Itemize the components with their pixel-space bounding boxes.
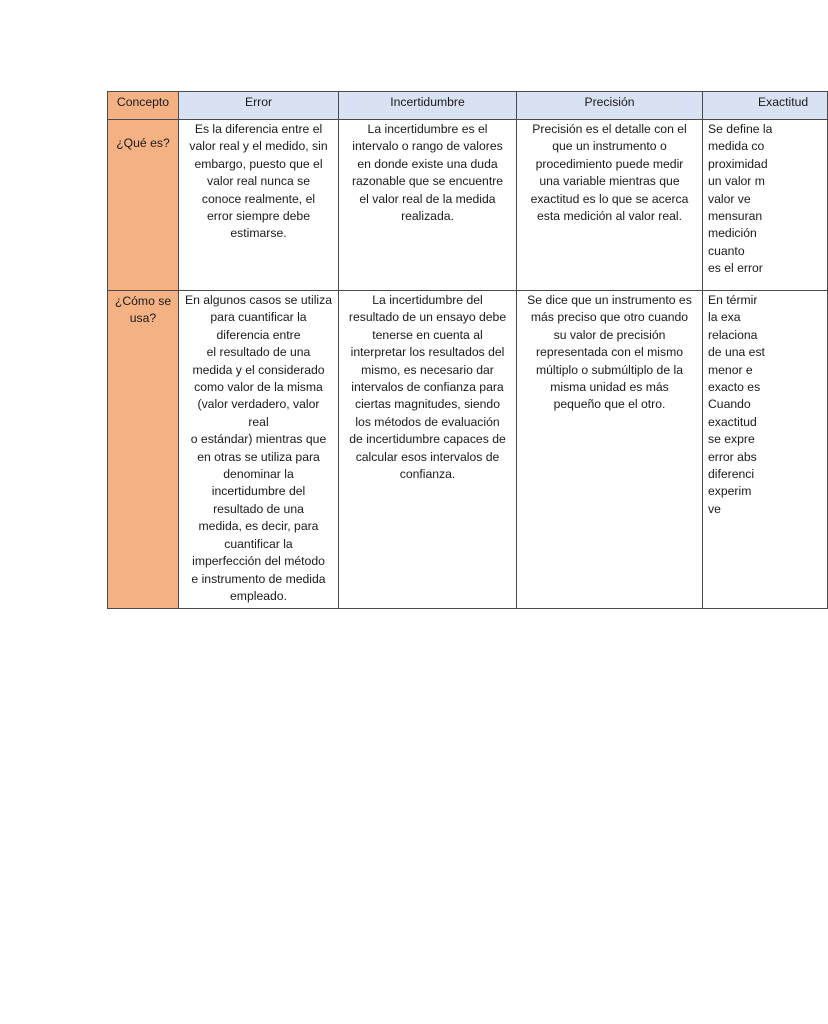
comparison-table — [107, 91, 828, 609]
cell-error-que-es: Es la diferencia entre el valor real y el medido, sin embargo, puesto que el valor real nunca se conoce realmente, el error siempre debe estimarse. — [179, 120, 339, 291]
comparison-table-wrapper — [107, 91, 828, 609]
cell-precision-como-se-usa: Se dice que un instrumento es más preciso que otro cuando su valor de precisión representada con el mismo múltiplo o submúltiplo de la misma unidad es más pequeño que el otro. — [517, 291, 703, 609]
table-row — [108, 120, 828, 291]
cell-error-como-se-usa: En algunos casos se utiliza para cuantificar la diferencia entre el resultado de una medida y el considerado como valor de la misma (valor verdadero, valor real o estándar) mientras que en otras se utiliza para denominar la incertidumbre del resultado de una medida, es decir, para cuantificar la imperfección del método e instrumento de medida empleado. — [179, 291, 339, 609]
row-label-que-es: ¿Qué es? — [108, 120, 179, 291]
header-error: Error — [179, 92, 339, 120]
cell-exactitud-como-se-usa: En térmir la exa relaciona de una est menor e exacto es Cuando exactitud se expre error abs diferenci experim ve — [703, 291, 828, 609]
header-concept: Concepto — [108, 92, 179, 120]
header-precision: Precisión — [517, 92, 703, 120]
row-label-como-se-usa: ¿Cómo se usa? — [108, 291, 179, 609]
header-incertidumbre: Incertidumbre — [339, 92, 517, 120]
cell-incertidumbre-que-es: La incertidumbre es el intervalo o rango de valores en donde existe una duda razonable que se encuentre el valor real de la medida realizada. — [339, 120, 517, 291]
cell-precision-que-es: Precisión es el detalle con el que un instrumento o procedimiento puede medir una variable mientras que exactitud es lo que se acerca esta medición al valor real. — [517, 120, 703, 291]
cell-incertidumbre-como-se-usa: La incertidumbre del resultado de un ensayo debe tenerse en cuenta al interpretar los resultados del mismo, es necesario dar intervalos de confianza para ciertas magnitudes, siendo los métodos de evaluación de incertidumbre capaces de calcular esos intervalos de confianza. — [339, 291, 517, 609]
table-row — [108, 291, 828, 609]
header-exactitud: Exactitud — [703, 92, 828, 120]
table-header-row — [108, 92, 828, 120]
cell-exactitud-que-es: Se define la medida co proximidad un valor m valor ve mensuran medición cuanto es el error — [703, 120, 828, 291]
